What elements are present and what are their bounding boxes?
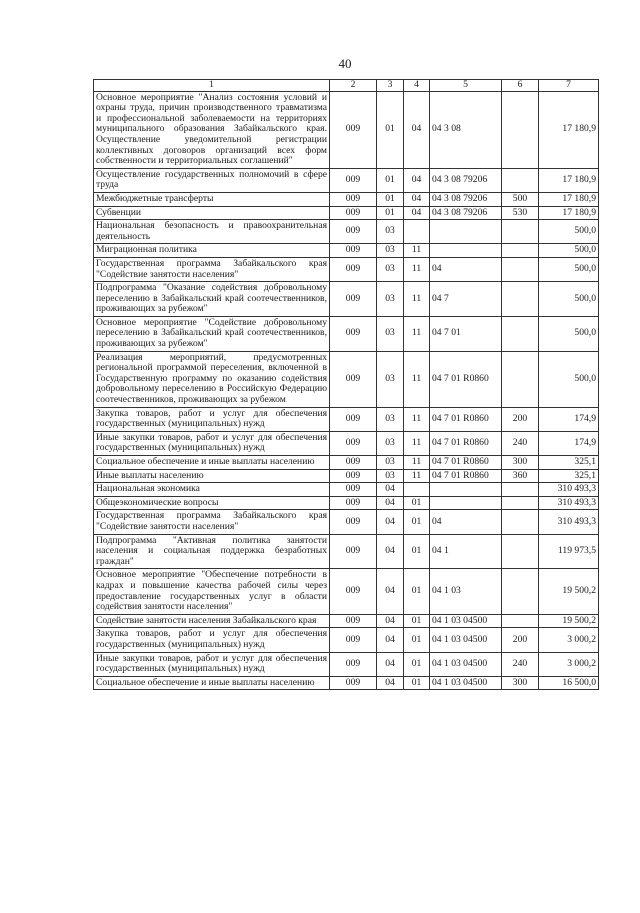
- cell-expense-type: [502, 220, 539, 244]
- cell-name: Иные выплаты населению: [94, 469, 330, 483]
- cell-ministry: 009: [330, 351, 377, 407]
- cell-section: 04: [377, 483, 404, 497]
- table-row: [94, 628, 599, 652]
- cell-expense-type: [502, 569, 539, 614]
- cell-subsection: 01: [404, 496, 430, 510]
- cell-ministry: 009: [330, 316, 377, 351]
- cell-section: 01: [377, 192, 404, 206]
- cell-target-article: [430, 496, 502, 510]
- table-body: [94, 91, 599, 690]
- cell-target-article: 04 7 01 R0860: [430, 351, 502, 407]
- budget-table: [93, 79, 599, 690]
- cell-ministry: 009: [330, 510, 377, 534]
- cell-name: Государственная программа Забайкальского края "Содействие занятости населения": [94, 257, 330, 281]
- cell-subsection: 11: [404, 244, 430, 258]
- cell-ministry: 009: [330, 220, 377, 244]
- cell-subsection: [404, 220, 430, 244]
- cell-expense-type: [502, 534, 539, 569]
- table-row: [94, 282, 599, 317]
- cell-name: Национальная экономика: [94, 483, 330, 497]
- cell-section: 04: [377, 496, 404, 510]
- cell-amount: 174,9: [539, 407, 599, 431]
- cell-name: Иные закупки товаров, работ и услуг для обеспечения государственных (муниципальных) нужд: [94, 431, 330, 455]
- cell-target-article: 04 3 08: [430, 91, 502, 168]
- cell-subsection: 11: [404, 456, 430, 470]
- table-row: [94, 244, 599, 258]
- cell-expense-type: [502, 614, 539, 628]
- cell-section: 03: [377, 351, 404, 407]
- cell-expense-type: [502, 351, 539, 407]
- cell-subsection: 04: [404, 206, 430, 220]
- cell-name: Социальное обеспечение и иные выплаты населению: [94, 676, 330, 690]
- cell-amount: 500,0: [539, 282, 599, 317]
- cell-section: 01: [377, 168, 404, 192]
- cell-expense-type: 200: [502, 628, 539, 652]
- cell-expense-type: 360: [502, 469, 539, 483]
- cell-ministry: 009: [330, 483, 377, 497]
- cell-amount: 17 180,9: [539, 206, 599, 220]
- cell-section: 04: [377, 628, 404, 652]
- cell-ministry: 009: [330, 569, 377, 614]
- cell-subsection: 11: [404, 316, 430, 351]
- cell-name: Иные закупки товаров, работ и услуг для обеспечения государственных (муниципальных) нужд: [94, 652, 330, 676]
- cell-ministry: 009: [330, 676, 377, 690]
- cell-subsection: 04: [404, 91, 430, 168]
- cell-amount: 119 973,5: [539, 534, 599, 569]
- table-row: [94, 652, 599, 676]
- cell-amount: 174,9: [539, 431, 599, 455]
- table-row: [94, 351, 599, 407]
- cell-name: Закупка товаров, работ и услуг для обеспечения государственных (муниципальных) нужд: [94, 628, 330, 652]
- table-row: [94, 91, 599, 168]
- cell-target-article: 04 7 01 R0860: [430, 469, 502, 483]
- cell-amount: 325,1: [539, 469, 599, 483]
- cell-section: 01: [377, 206, 404, 220]
- table-row: [94, 206, 599, 220]
- table-row: [94, 407, 599, 431]
- cell-target-article: [430, 220, 502, 244]
- cell-name: Социальное обеспечение и иные выплаты населению: [94, 456, 330, 470]
- table-row: [94, 257, 599, 281]
- cell-ministry: 009: [330, 91, 377, 168]
- cell-section: 04: [377, 569, 404, 614]
- cell-name: Закупка товаров, работ и услуг для обеспечения государственных (муниципальных) нужд: [94, 407, 330, 431]
- cell-subsection: 11: [404, 431, 430, 455]
- cell-section: 01: [377, 91, 404, 168]
- cell-amount: 19 500,2: [539, 614, 599, 628]
- cell-section: 03: [377, 244, 404, 258]
- cell-amount: 500,0: [539, 220, 599, 244]
- cell-target-article: 04: [430, 257, 502, 281]
- cell-name: Реализация мероприятий, предусмотренных региональной программой переселения, включенной в Государственную программу по оказанию содействия добровольному переселению в Российскую Федерацию соотечественников, проживающих за рубежом: [94, 351, 330, 407]
- cell-target-article: [430, 483, 502, 497]
- cell-ministry: 009: [330, 407, 377, 431]
- cell-amount: 3 000,2: [539, 628, 599, 652]
- cell-target-article: 04 7 01: [430, 316, 502, 351]
- cell-name: Осуществление государственных полномочий в сфере труда: [94, 168, 330, 192]
- cell-target-article: 04: [430, 510, 502, 534]
- table-row: [94, 614, 599, 628]
- cell-name: Основное мероприятие "Обеспечение потребности в кадрах и повышение качества рабочей силы через предоставление государственных услуг в области содействия занятости населения": [94, 569, 330, 614]
- table-row: [94, 192, 599, 206]
- cell-target-article: 04 7 01 R0860: [430, 431, 502, 455]
- cell-ministry: 009: [330, 244, 377, 258]
- cell-ministry: 009: [330, 496, 377, 510]
- cell-amount: 310 493,3: [539, 483, 599, 497]
- cell-expense-type: 240: [502, 431, 539, 455]
- cell-ministry: 009: [330, 469, 377, 483]
- cell-ministry: 009: [330, 206, 377, 220]
- cell-target-article: 04 1 03 04500: [430, 652, 502, 676]
- cell-expense-type: 300: [502, 676, 539, 690]
- table-row: [94, 676, 599, 690]
- cell-subsection: 01: [404, 569, 430, 614]
- cell-subsection: 04: [404, 192, 430, 206]
- col-header-amount: 7: [539, 80, 599, 92]
- cell-section: 03: [377, 316, 404, 351]
- cell-section: 04: [377, 652, 404, 676]
- table-row: [94, 168, 599, 192]
- cell-target-article: 04 3 08 79206: [430, 192, 502, 206]
- table-row: [94, 569, 599, 614]
- cell-amount: 500,0: [539, 351, 599, 407]
- cell-subsection: 11: [404, 282, 430, 317]
- cell-amount: 500,0: [539, 316, 599, 351]
- cell-amount: 16 500,0: [539, 676, 599, 690]
- cell-section: 03: [377, 431, 404, 455]
- cell-subsection: 01: [404, 614, 430, 628]
- cell-expense-type: [502, 510, 539, 534]
- cell-section: 03: [377, 257, 404, 281]
- col-header-subsection: 4: [404, 80, 430, 92]
- cell-amount: 310 493,3: [539, 496, 599, 510]
- cell-section: 04: [377, 534, 404, 569]
- cell-amount: 3 000,2: [539, 652, 599, 676]
- cell-subsection: 11: [404, 257, 430, 281]
- cell-subsection: 01: [404, 652, 430, 676]
- cell-name: Государственная программа Забайкальского края "Содействие занятости населения": [94, 510, 330, 534]
- cell-name: Миграционная политика: [94, 244, 330, 258]
- cell-subsection: [404, 483, 430, 497]
- cell-target-article: 04 1: [430, 534, 502, 569]
- table-row: [94, 220, 599, 244]
- cell-subsection: 01: [404, 628, 430, 652]
- cell-expense-type: [502, 257, 539, 281]
- cell-ministry: 009: [330, 652, 377, 676]
- cell-expense-type: [502, 483, 539, 497]
- cell-target-article: 04 1 03 04500: [430, 614, 502, 628]
- cell-ministry: 009: [330, 431, 377, 455]
- cell-name: Субвенции: [94, 206, 330, 220]
- cell-section: 04: [377, 676, 404, 690]
- page-number: 40: [338, 56, 352, 71]
- cell-amount: 500,0: [539, 257, 599, 281]
- header-row: [94, 80, 599, 92]
- cell-subsection: 01: [404, 676, 430, 690]
- cell-ministry: 009: [330, 257, 377, 281]
- col-header-target-article: 5: [430, 80, 502, 92]
- cell-target-article: 04 3 08 79206: [430, 168, 502, 192]
- table-row: [94, 496, 599, 510]
- table-row: [94, 456, 599, 470]
- cell-amount: 17 180,9: [539, 168, 599, 192]
- cell-subsection: 04: [404, 168, 430, 192]
- col-header-section: 3: [377, 80, 404, 92]
- cell-expense-type: 530: [502, 206, 539, 220]
- cell-section: 03: [377, 282, 404, 317]
- cell-target-article: 04 7 01 R0860: [430, 456, 502, 470]
- cell-subsection: 11: [404, 407, 430, 431]
- cell-expense-type: 240: [502, 652, 539, 676]
- cell-name: Содействие занятости населения Забайкальского края: [94, 614, 330, 628]
- table-row: [94, 510, 599, 534]
- cell-name: Общеэкономические вопросы: [94, 496, 330, 510]
- cell-ministry: 009: [330, 534, 377, 569]
- cell-target-article: 04 7 01 R0860: [430, 407, 502, 431]
- cell-section: 03: [377, 407, 404, 431]
- cell-amount: 19 500,2: [539, 569, 599, 614]
- cell-ministry: 009: [330, 282, 377, 317]
- cell-ministry: 009: [330, 628, 377, 652]
- cell-section: 03: [377, 220, 404, 244]
- cell-name: Национальная безопасность и правоохранительная деятельность: [94, 220, 330, 244]
- table-row: [94, 316, 599, 351]
- col-header-name: 1: [94, 80, 330, 92]
- cell-section: 03: [377, 456, 404, 470]
- cell-expense-type: [502, 168, 539, 192]
- cell-expense-type: 200: [502, 407, 539, 431]
- cell-subsection: 01: [404, 510, 430, 534]
- table-row: [94, 534, 599, 569]
- cell-section: 03: [377, 469, 404, 483]
- table-row: [94, 483, 599, 497]
- cell-amount: 17 180,9: [539, 91, 599, 168]
- cell-target-article: 04 3 08 79206: [430, 206, 502, 220]
- cell-amount: 17 180,9: [539, 192, 599, 206]
- cell-ministry: 009: [330, 192, 377, 206]
- cell-name: Подпрограмма "Активная политика занятости населения и социальная поддержка безработных граждан": [94, 534, 330, 569]
- cell-ministry: 009: [330, 456, 377, 470]
- cell-subsection: 01: [404, 534, 430, 569]
- cell-target-article: 04 1 03 04500: [430, 676, 502, 690]
- cell-name: Основное мероприятие "Содействие добровольному переселению в Забайкальский край соотечественников, проживающих за рубежом": [94, 316, 330, 351]
- cell-name: Межбюджетные трансферты: [94, 192, 330, 206]
- cell-target-article: 04 7: [430, 282, 502, 317]
- cell-expense-type: 500: [502, 192, 539, 206]
- cell-expense-type: [502, 91, 539, 168]
- cell-target-article: 04 1 03: [430, 569, 502, 614]
- cell-amount: 310 493,3: [539, 510, 599, 534]
- cell-subsection: 11: [404, 351, 430, 407]
- cell-expense-type: [502, 496, 539, 510]
- cell-amount: 325,1: [539, 456, 599, 470]
- cell-target-article: [430, 244, 502, 258]
- table-row: [94, 469, 599, 483]
- cell-expense-type: [502, 316, 539, 351]
- cell-expense-type: 300: [502, 456, 539, 470]
- cell-subsection: 11: [404, 469, 430, 483]
- cell-amount: 500,0: [539, 244, 599, 258]
- cell-ministry: 009: [330, 168, 377, 192]
- cell-expense-type: [502, 282, 539, 317]
- cell-target-article: 04 1 03 04500: [430, 628, 502, 652]
- cell-section: 04: [377, 510, 404, 534]
- col-header-ministry: 2: [330, 80, 377, 92]
- cell-ministry: 009: [330, 614, 377, 628]
- cell-name: Основное мероприятие "Анализ состояния условий и охраны труда, причин производственного травматизма и профессиональной заболеваемости на территориях муниципального образования Забайкальского края. Осуществление уведомительной регистрации коллективных договоров организаций всех форм собственности и территориальных соглашений": [94, 91, 330, 168]
- cell-section: 04: [377, 614, 404, 628]
- table-row: [94, 431, 599, 455]
- cell-name: Подпрограмма "Оказание содействия добровольному переселению в Забайкальский край соотечественников, проживающих за рубежом": [94, 282, 330, 317]
- cell-expense-type: [502, 244, 539, 258]
- col-header-expense-type: 6: [502, 80, 539, 92]
